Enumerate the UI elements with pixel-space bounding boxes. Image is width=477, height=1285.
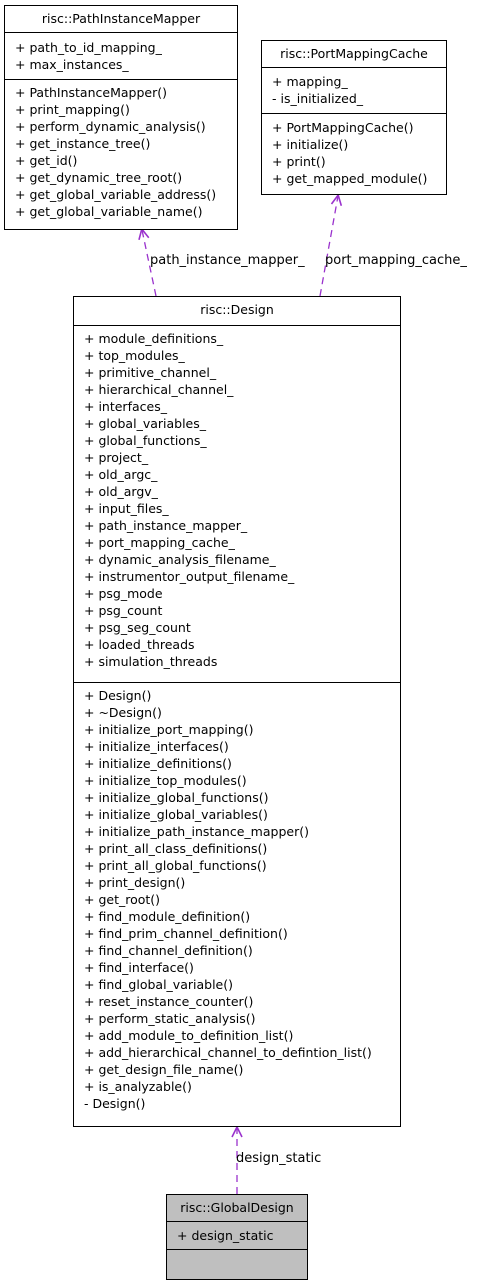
method: + add_module_to_definition_list() — [84, 1028, 294, 1043]
attribute: + hierarchical_channel_ — [84, 382, 234, 397]
edge-label-path-instance-mapper: path_instance_mapper_ — [150, 253, 305, 268]
attribute: + psg_seg_count — [84, 620, 191, 635]
methods-section — [167, 1249, 307, 1279]
attribute: + max_instances_ — [15, 57, 129, 72]
method: + print_mapping() — [15, 102, 130, 117]
method: + initialize_global_variables() — [84, 807, 268, 822]
method: + print() — [272, 154, 326, 169]
attribute: + interfaces_ — [84, 399, 167, 414]
method: + is_analyzable() — [84, 1079, 192, 1094]
class-title: risc::Design — [200, 302, 274, 317]
method: + get_mapped_module() — [272, 171, 428, 186]
method: + initialize_port_mapping() — [84, 722, 254, 737]
methods-section — [74, 682, 400, 1112]
method: + get_global_variable_name() — [15, 204, 203, 219]
attribute: + port_mapping_cache_ — [84, 535, 235, 550]
method: + find_prim_channel_definition() — [84, 926, 288, 941]
attributes-section — [74, 325, 400, 682]
method: + get_root() — [84, 892, 161, 907]
method: + PortMappingCache() — [272, 120, 414, 135]
method: + initialize() — [272, 137, 349, 152]
method: + perform_static_analysis() — [84, 1011, 256, 1026]
attribute: + psg_mode — [84, 586, 163, 601]
attribute: + instrumentor_output_filename_ — [84, 569, 295, 584]
attribute: + old_argc_ — [84, 467, 158, 482]
attribute: + psg_count — [84, 603, 163, 618]
class-title: risc::PortMappingCache — [280, 46, 428, 61]
method: - Design() — [84, 1096, 146, 1111]
method: + get_instance_tree() — [15, 136, 151, 151]
method: + get_dynamic_tree_root() — [15, 170, 183, 185]
attribute: + path_to_id_mapping_ — [15, 40, 162, 55]
methods-section — [5, 79, 237, 220]
method: + find_global_variable() — [84, 977, 233, 992]
method: + perform_dynamic_analysis() — [15, 119, 206, 134]
attribute: + module_definitions_ — [84, 331, 224, 346]
method: + reset_instance_counter() — [84, 994, 254, 1009]
method: + PathInstanceMapper() — [15, 85, 167, 100]
method: + Design() — [84, 688, 152, 703]
method: + get_design_file_name() — [84, 1062, 244, 1077]
class-port-mapping-cache[interactable] — [261, 40, 447, 195]
class-title: risc::GlobalDesign — [180, 1200, 294, 1215]
attribute: + old_argv_ — [84, 484, 158, 499]
attribute: + design_static — [177, 1228, 274, 1243]
method: + initialize_interfaces() — [84, 739, 229, 754]
method: + find_interface() — [84, 960, 194, 975]
attribute: + loaded_threads — [84, 637, 195, 652]
attribute: + input_files_ — [84, 501, 169, 516]
method: + add_hierarchical_channel_to_defintion_list() — [84, 1045, 372, 1060]
method: + ~Design() — [84, 705, 162, 720]
class-global-design[interactable] — [166, 1194, 308, 1280]
attributes-section — [5, 32, 237, 79]
class-design[interactable] — [73, 296, 401, 1127]
method: + print_design() — [84, 875, 186, 890]
attribute: + dynamic_analysis_filename_ — [84, 552, 276, 567]
method: + initialize_path_instance_mapper() — [84, 824, 309, 839]
method: + initialize_definitions() — [84, 756, 232, 771]
method: + find_module_definition() — [84, 909, 251, 924]
method: + print_all_global_functions() — [84, 858, 267, 873]
class-title: risc::PathInstanceMapper — [41, 11, 201, 26]
edge-port-mapping-cache — [320, 196, 338, 296]
method: + initialize_top_modules() — [84, 773, 247, 788]
attribute: + mapping_ — [272, 74, 348, 89]
method: + initialize_global_functions() — [84, 790, 269, 805]
methods-section — [262, 113, 446, 187]
method: + print_all_class_definitions() — [84, 841, 268, 856]
edge-label-design-static: design_static — [236, 1151, 322, 1166]
edge-label-port-mapping-cache: port_mapping_cache_ — [325, 253, 467, 268]
attribute: + project_ — [84, 450, 149, 465]
attribute: + primitive_channel_ — [84, 365, 217, 380]
attribute: - is_initialized_ — [272, 91, 364, 106]
attributes-section — [262, 67, 446, 113]
class-path-instance-mapper[interactable] — [4, 5, 238, 230]
attribute: + global_variables_ — [84, 416, 207, 431]
attribute: + global_functions_ — [84, 433, 207, 448]
method: + get_id() — [15, 153, 78, 168]
attribute: + path_instance_mapper_ — [84, 518, 248, 533]
method: + find_channel_definition() — [84, 943, 253, 958]
method: + get_global_variable_address() — [15, 187, 217, 202]
attributes-section — [167, 1221, 307, 1249]
attribute: + simulation_threads — [84, 654, 218, 669]
attribute: + top_modules_ — [84, 348, 185, 363]
